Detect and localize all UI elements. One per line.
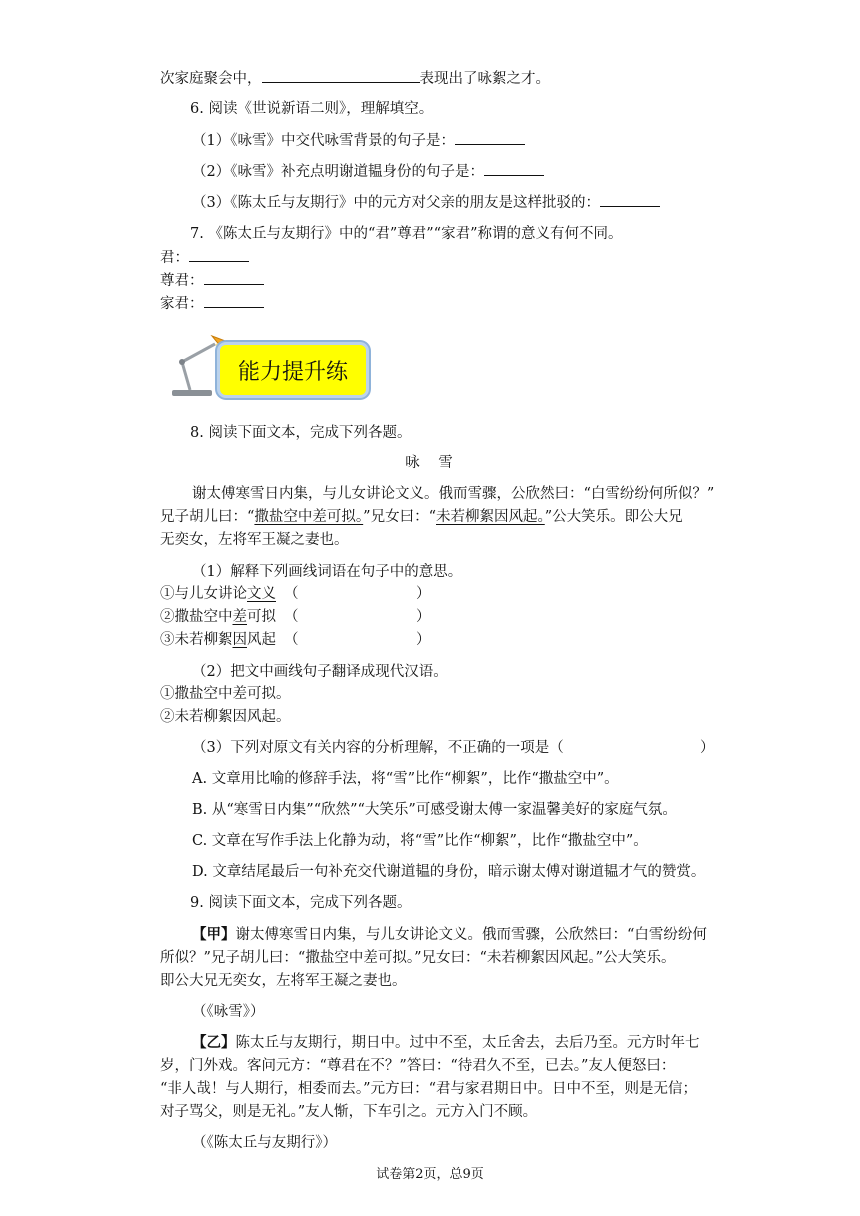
word-item-1: ①与儿女讲论文义 bbox=[160, 586, 276, 602]
paren-close: ） bbox=[416, 609, 431, 625]
answer-blank[interactable] bbox=[204, 293, 264, 308]
passage-jia-line: 即公大兄无奕女，左将军王凝之妻也。 bbox=[160, 973, 407, 989]
answer-blank[interactable] bbox=[455, 130, 525, 145]
answer-blank[interactable] bbox=[204, 270, 264, 285]
translate-item-2: ②未若柳絮因风起。 bbox=[160, 709, 291, 725]
paren-open: （ bbox=[284, 586, 299, 602]
passage-jia-line: 【甲】谢太傅寒雪日内集，与儿女讲论文义。俄而雪骤，公欣然曰：“白雪纷纷何 bbox=[192, 926, 707, 943]
poem-title: 咏 雪 bbox=[405, 455, 455, 471]
translate-item-1: ①撒盐空中差可拟。 bbox=[160, 686, 291, 702]
answer-blank[interactable] bbox=[262, 68, 420, 83]
question-6: 6. 阅读《世说新语二则》，理解填空。 bbox=[190, 101, 434, 117]
passage-yi-line: 对子骂父，则是无礼。”友人惭，下车引之。元方入门不顾。 bbox=[160, 1104, 538, 1120]
source-jia: （《咏雪》） bbox=[192, 1004, 265, 1020]
option-d[interactable]: D. 文章结尾最后一句补充交代谢道韫的身份，暗示谢太傅对谢道韫才气的赞赏。 bbox=[192, 864, 706, 880]
jun-line: 君： bbox=[160, 247, 249, 268]
answer-blank[interactable] bbox=[600, 192, 660, 207]
zunjun-line: 尊君： bbox=[160, 270, 264, 291]
question-8: 8. 阅读下面文本，完成下列各题。 bbox=[190, 425, 412, 441]
option-b[interactable]: B. 从“寒雪日内集”“欣然”“大笑乐”可感受谢太傅一家温馨美好的家庭气氛。 bbox=[192, 802, 677, 818]
word-item-2: ②撒盐空中差可拟 bbox=[160, 609, 276, 625]
subquestion-3: （3）下列对原文有关内容的分析理解，不正确的一项是（ bbox=[192, 740, 564, 756]
option-c[interactable]: C. 文章在写作手法上化静为动，将“雪”比作“柳絮”，比作“撒盐空中”。 bbox=[192, 833, 648, 849]
paren-open: （ bbox=[284, 609, 299, 625]
page-footer: 试卷第2页，总9页 bbox=[376, 1167, 484, 1182]
paren-open: （ bbox=[284, 632, 299, 648]
answer-blank[interactable] bbox=[189, 247, 249, 262]
question-7: 7. 《陈太丘与友期行》中的“君”尊君”“家君”称谓的意义有何不同。 bbox=[190, 226, 623, 242]
line-1: 次家庭聚会中， 表现出了咏絮之才。 bbox=[160, 68, 550, 89]
question-6-1: （1）《咏雪》中交代咏雪背景的句子是： bbox=[192, 130, 525, 151]
paren-close: ） bbox=[416, 586, 431, 602]
answer-blank[interactable] bbox=[484, 161, 544, 176]
passage-jia-line: 所似？”兄子胡儿曰：“撒盐空中差可拟。”兄女曰：“未若柳絮因风起。”公大笑乐。 bbox=[160, 950, 676, 966]
question-9: 9. 阅读下面文本，完成下列各题。 bbox=[190, 895, 412, 911]
question-6-2: （2）《咏雪》补充点明谢道韫身份的句子是： bbox=[192, 161, 544, 182]
passage-yi-line: “非人哉！与人期行，相委而去。”元方曰：“君与家君期日中。日中不至，则是无信； bbox=[160, 1081, 697, 1097]
subquestion-2: （2）把文中画线句子翻译成现代汉语。 bbox=[192, 664, 448, 680]
passage-yi-line: 岁，门外戏。客问元方：“尊君在不？”答曰：“待君久不至，已去。”友人便怒曰： bbox=[160, 1058, 676, 1074]
question-6-3: （3）《陈太丘与友期行》中的元方对父亲的朋友是这样批驳的： bbox=[192, 192, 660, 213]
source-yi: （《陈太丘与友期行》） bbox=[192, 1135, 337, 1151]
underlined-sentence: 撒盐空中差可拟。 bbox=[254, 509, 364, 525]
paren-close: ） bbox=[416, 632, 431, 648]
jiajun-line: 家君： bbox=[160, 293, 264, 314]
section-banner: 能力提升练 bbox=[220, 345, 366, 395]
passage-line: 无奕女，左将军王凝之妻也。 bbox=[160, 532, 349, 548]
word-item-3: ③未若柳絮因风起 bbox=[160, 632, 276, 648]
passage-yi-line: 【乙】陈太丘与友期行，期日中。过中不至，太丘舍去，去后乃至。元方时年七 bbox=[192, 1034, 700, 1051]
paren-close: ） bbox=[700, 740, 715, 756]
subquestion-1: （1）解释下列画线词语在句子中的意思。 bbox=[192, 564, 463, 580]
option-a[interactable]: A. 文章用比喻的修辞手法，将“雪”比作“柳絮”，比作“撒盐空中”。 bbox=[192, 771, 619, 787]
underlined-sentence: 未若柳絮因风起。 bbox=[436, 509, 545, 525]
passage-line: 兄子胡儿曰：“撒盐空中差可拟。”兄女曰：“未若柳絮因风起。”公大笑乐。即公大兄 bbox=[160, 509, 683, 525]
passage-line: 谢太傅寒雪日内集，与儿女讲论文义。俄而雪骤，公欣然曰：“白雪纷纷何所似？” bbox=[192, 486, 715, 502]
